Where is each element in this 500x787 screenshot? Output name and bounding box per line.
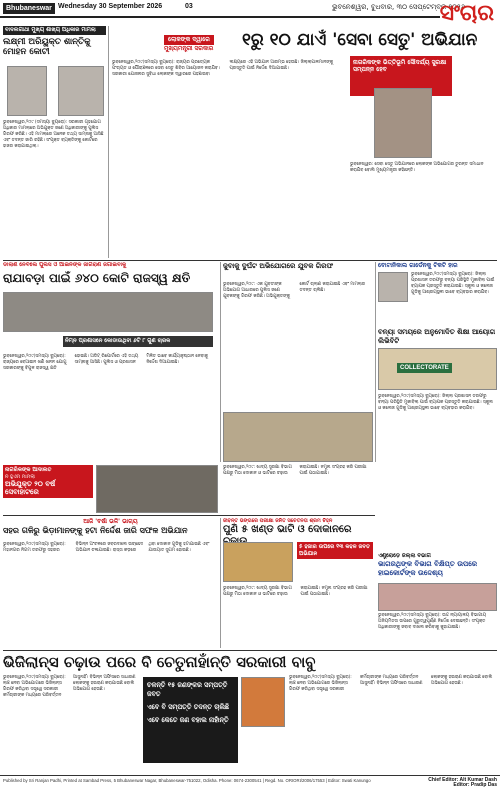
odia-date: ଭୁବନେଶ୍ୱର, ବୁଧବାର, ୩୦ ସେପ୍ଟେମ୍ବର ୨୦୨୬ <box>332 3 465 11</box>
highlight-item: ଏବେ କେତେ ଜଣ ବହାଲ ନାହାଁନ୍ତି <box>147 716 229 724</box>
story-kicker: ଜୀବନ୍ତ ଭଙ୍ଗରେ ପରୀକ୍ଷା ଜନିତ ସଚେତନତା ଶ୍ରମ ଚିହ୍ନ <box>223 518 333 524</box>
footer <box>0 775 500 787</box>
story-headline: ସହର ଗଳିରୁ ଭିଡ଼ାମାନଙ୍କୁ ହଟା ନିର୍ଦ୍ଦେଶ ଜାରି ସଫଳ ଅଭିଯାନ <box>3 526 188 535</box>
photo-crowd <box>96 465 218 513</box>
encroachment-story <box>3 518 218 648</box>
story-kicker: ଏଣ୍ଟ୍ରୋଡ଼େ ଜିଲ୍ଲା ବିଭାଗ <box>378 553 431 559</box>
column-rule <box>220 518 221 648</box>
lead-body: ଭୁବନେଶ୍ୱର,୨୯ା୯(ସମସ୍ୟା ବ୍ୟୁରୋ): ରାଜ୍ୟର ପ୍ରତ୍ୟେକ ପଂଚାୟତ ଓ ପୌରାଞ୍ଚଳରେ ସେବା ସେତୁ ଶିବିର ଆୟୋଜନ କରାଯିବ। ସରକାରୀ ଯୋଜନାର ସୁବିଧା ଲୋକଙ୍କ ଦ୍ୱାରରେ ପହଞ୍ଚାଇବା ଲକ୍ଷ୍ୟରେ ଏହି ଅଭିଯାନ ଆରମ୍ଭ ହେଉଛି। ଜିଲ୍ଲାପାଳମାନଙ୍କୁ ପ୍ରସ୍ତୁତି ପାଇଁ ନିର୍ଦ୍ଦେଶ ଦିଆଯାଇଛି। <box>112 60 334 77</box>
section-rule <box>3 650 497 651</box>
chief-editor: Chief Editor: Alt Kumar Dash <box>428 777 497 783</box>
photo-portrait <box>378 272 408 302</box>
column-rule <box>108 26 109 258</box>
story-headline: ବନ୍ୟା ସମୟରେ ଅନୁମୋଦିତ ଶିକ୍ଷା ଆୟୋଗ ଲିଭିବିଟି <box>378 328 496 345</box>
story-kicker: ଡାଲାଣ ନେବିଲେ ପୁଲିସ ଓ ଆଇନିଙ୍କ ଜାଗରାଣ ଜଗାଇବାକୁ <box>3 262 127 268</box>
story-body: ଭୁବନେଶ୍ୱର,୨୯ା୯(ସମସ୍ୟା ବ୍ୟୁରୋ): ରାଜ୍ୟରେ ବେଆଇନ ଖଣି ଖନନ ଯୋଗୁ ସରକାରଙ୍କୁ ବିପୁଳ ରାଜସ୍ୱ କ୍ଷତି ହୋଇଛି। ଅଡିଟ୍ ରିପୋର୍ଟରେ ଏହି ତଥ୍ୟ ସାମ୍ନାକୁ ଆସିଛି। ପୁଲିସ ଓ ପ୍ରଶାସନ ମିଳିତ ଭାବେ କାର୍ଯ୍ୟାନୁଷ୍ଠାନ ନେବାକୁ ନିର୍ଦ୍ଦେଶ ଦିଆଯାଇଛି। <box>3 354 208 371</box>
photo-official <box>241 677 285 727</box>
story-body: ଭୁବନେଶ୍ୱର,୨୯ା୯: ଏକ ଯୁବତୀଙ୍କ ଅଭିଯୋଗ ଆଧାରରେ ପୁଲିସ ଜଣେ ଯୁବକଙ୍କୁ ଗିରଫ କରିଛି। ଅଭିଯୁକ୍ତଙ୍କୁ କୋର୍ଟ ଚାଲାଣ କରାଯାଇଛି ଏବଂ ମାମଲାର ତଦନ୍ତ ଚାଲିଛି। <box>223 282 366 299</box>
section-rule <box>3 260 497 261</box>
lead-inset-body: ଭୁବନେଶ୍ୱର: ସେବା ସେତୁ ଅଭିଯାନରେ ଲୋକଙ୍କ ଅଭିଯୋଗର ତୁରନ୍ତ ସମାଧାନ କରାଯିବ ବୋଲି ମୁଖ୍ୟମନ୍ତ୍ରୀ କହିଛନ୍ତି। <box>350 162 484 173</box>
vigilance-story <box>3 653 497 773</box>
column-rule <box>220 262 221 462</box>
masthead <box>0 0 500 24</box>
imprint-line: Published by Sri Ranjan Padhi, Printed at Sambad Press, 5 Bhubaneswar Nagar, Bhubaneswar-751022, Odisha. Phone: 0674-2300541 | Regd. No. ORIORI/2006/17553 | Editor: Swati Kanungo <box>3 778 371 783</box>
editor-credits <box>428 778 497 787</box>
photo-sweets <box>223 542 293 582</box>
story-headline: ଅଭିଯୁକ୍ତ ୨୦ ବର୍ଷ ସେବାହାଟରେ <box>5 480 56 496</box>
story-headline: ରାଯାବଡ଼ା ପାଇଁ ୬୪୦ କୋଟି ରାଜସ୍ୱ କ୍ଷତି <box>3 271 191 285</box>
highlight-item: ଏବେ ବି ସମ୍ପତ୍ତି ତଦନ୍ତ ଚାଲିଛି <box>147 703 230 711</box>
story-tag: ନାଗରିକଙ୍କ ଆଦାଲତ <box>5 467 52 473</box>
story-body-2: ଭୁବନେଶ୍ୱର,୨୯ା୯(ସମସ୍ୟା ବ୍ୟୁରୋ): ଲାଞ୍ଚ ନେବା ଅଭିଯୋଗରେ ଭିଜିଲାନ୍ସ ଗିରଫ କରିଥିବା ସତ୍ତ୍ୱେ ସରକାରୀ କର୍ମଚାରୀଙ୍କ ମଧ୍ୟରେ ପରିବର୍ତ୍ତନ ଆସୁନାହିଁ। ବିଭିନ୍ନ ଅଫିସରେ ସାଧାରଣ ଲୋକଙ୍କୁ ହଇରାଣ କରାଯାଉଛି ବୋଲି ଅଭିଯୋଗ ହେଉଛି। <box>289 675 493 692</box>
story-headline: ଭାଗରଥିଙ୍କ ବିଭାଗ ବିକ୍ଷିପ୍ତ ଉପରେ ହାଇକୋର୍ଟଙ୍କ ଉଦ୍ଦେଶ୍ୟ <box>378 560 478 577</box>
edition-date: Wednesday 30 September 2026 <box>58 3 163 10</box>
column-rule <box>375 262 376 462</box>
story-body: ଭୁବନେଶ୍ୱର,୨୯ା୯ (ସମସ୍ୟା ବ୍ୟୁରୋ): ସରକାରୀ ଗୃହଯୋଗ ଅଧିକାର ମାମଲାରେ ଅଭିଯୁକ୍ତ ଜଣେ ଅଧିକାରୀଙ୍କୁ ପୁଲିସ ଗିରଫ କରିଛି। ଏହି ମାମଲାରେ ଅନେକ ତଥ୍ୟ ସାମ୍ନାକୁ ଆସିଛି ଏବଂ ତଦନ୍ତ ଜାରି ରହିଛି। ସଂପୃକ୍ତ ବ୍ୟକ୍ତିଙ୍କୁ କୋର୍ଟରେ ହାଜର କରାଯାଇଥିଲା। <box>3 120 104 149</box>
poster-text: COLLECTORATE <box>397 363 452 373</box>
story-body-2: ଭୁବନେଶ୍ୱର,୨୯ା୯(ସମସ୍ୟା ବ୍ୟୁରୋ): ଜିଲ୍ଲା ପ୍ରଶାସନ ତରଫରୁ ବନ୍ୟା ପରିସ୍ଥିତି ମୁକାବିଲା ପାଇଁ ବ୍ୟାପକ ପ୍ରସ୍ତୁତି କରାଯାଇଛି। ସ୍କୁଲ ଓ କଲେଜ ଗୁଡିକୁ ଆଶ୍ରୟସ୍ଥଳୀ ଭାବେ ବ୍ୟବହାର କରାଯିବ। <box>378 394 493 411</box>
highlights-box <box>143 677 238 763</box>
story-body: ଭୁବନେଶ୍ୱର,୨୯ା୯(ସମସ୍ୟା ବ୍ୟୁରୋ): ଉଚ୍ଚ ନ୍ୟାୟାଳୟ ବିଭାଗୀୟ ଅନିୟମିତତା ଉପରେ ଗୁରୁତ୍ୱପୂର୍ଣ୍ଣ ନିର୍ଦ୍ଦେଶ ଦେଇଛନ୍ତି। ସଂପୃକ୍ତ ଅଧିକାରୀଙ୍କୁ ଜବାବ ଦାଖଲ କରିବାକୁ କୁହାଯାଇଛି। <box>378 613 487 630</box>
story-body-2: ଭୁବନେଶ୍ୱର,୨୯ା୯: ଖାଦ୍ୟ ସୁରକ୍ଷା ବିଭାଗ ପକ୍ଷରୁ ମିଠା ଦୋକାନ ଓ ଭାଟିରେ ଚଢ଼ାଉ କରାଯାଇଛି। ନମୁନା ସଂଗ୍ରହ କରି ପରୀକ୍ଷା ପାଇଁ ପଠାଯାଇଛି। <box>223 586 368 597</box>
editor-name: Editor: Pradip Das <box>453 782 497 787</box>
photo-person <box>58 66 104 116</box>
story-tag: ଲୋକଙ୍କ ଦ୍ୱାରେ <box>164 35 214 45</box>
story-body: ଭୁବନେଶ୍ୱର,୨୯ା୯(ସମସ୍ୟା ବ୍ୟୁରୋ): ଲାଞ୍ଚ ନେବା ଅଭିଯୋଗରେ ଭିଜିଲାନ୍ସ ଗିରଫ କରିଥିବା ସତ୍ତ୍ୱେ ସରକାରୀ କର୍ମଚାରୀଙ୍କ ମଧ୍ୟରେ ପରିବର୍ତ୍ତନ ଆସୁନାହିଁ। ବିଭିନ୍ନ ଅଫିସରେ ସାଧାରଣ ଲୋକଙ୍କୁ ହଇରାଣ କରାଯାଉଛି ବୋଲି ଅଭିଯୋଗ ହେଉଛି। <box>3 675 136 698</box>
revenue-story <box>3 262 218 462</box>
story-headline: ଭିଜିଲାନ୍ସ ଚଢ଼ାଉ ପରେ ବି ଚେତୁନାହାଁନ୍ତି ସରକାରୀ ବାବୁ <box>3 653 316 671</box>
arrest-story <box>223 262 373 410</box>
story-headline: ଜୁବାକୁ ଦୁର୍ଘଟ ଅଭିଯୋଗରେ ଯୁବକ ଗିରଫ <box>223 262 334 270</box>
section-rule <box>3 515 375 516</box>
photo-market <box>223 412 373 462</box>
story-subhead: ନିମ୍ନ ପ୍ରଶାସନେ କୋଡାଉଥିବା ୬ଟି ୮ ଗୁଣ ଚାରକ <box>63 336 213 347</box>
raid-story <box>223 518 375 648</box>
photo-building <box>378 583 497 611</box>
header-rule <box>0 16 440 18</box>
story-headline: ଲକ୍ଷ୍ମୀ ଅରିୟୁକ୍ତ ଶାନ୍ତିକୁ ମୋହନ କୋଟୀ <box>3 37 91 57</box>
newspaper-logo: ସଂଚାର <box>439 0 494 26</box>
court-story <box>3 465 93 513</box>
photo-person <box>7 66 47 116</box>
photo-collectorate <box>378 348 497 390</box>
left-top-story <box>3 26 106 258</box>
lead-headline: ୧ରୁ ୧୦ ଯାଏଁ 'ସେବା ସେତୁ' ଅଭିଯାନ <box>242 30 478 50</box>
story-headline: ପୁଣି ୫ ଖଣ୍ଡ ଭାଟି ଓ ଦୋକାନରେ <box>223 524 352 535</box>
story-subtag: ନ ହୁଏମ ମାମଲା <box>5 474 35 480</box>
story-body: ଭୁବନେଶ୍ୱର,୨୯ା୯(ସମସ୍ୟା ବ୍ୟୁରୋ): ମହାନଗର ନିଗମ ତରଫରୁ ସହରର ବିଭିନ୍ନ ଅଂଚଳରେ ଜବରଦଖଲ ଉଚ୍ଛେଦ ଅଭିଯାନ ଚଳାଯାଇଛି। ରାସ୍ତା କଡ଼ରେ ଥିବା ଦୋକାନ ଗୁଡିକୁ ହଟାଯାଇଛି ଏବଂ ଯାତାୟାତ ସୁଗମ ହୋଇଛି। <box>3 542 210 553</box>
highlight-item: ଚଳନ୍ତି ୧୫ ଜଣଙ୍କର ସମ୍ପତ୍ତି ଜବତ <box>147 681 228 698</box>
page-number: 03 <box>185 3 193 10</box>
story-subtag: ମୁଖ୍ୟମନ୍ତ୍ରୀ ସରକାର <box>164 45 214 52</box>
shop-photo-story <box>223 412 373 512</box>
lead-inset-title: ନାଗରିକଙ୍କ ଭିତ୍ତିଭୂମି ସୌଦର୍ଯ୍ୟ ସୁରକ୍ଷା ସମ୍ପନ୍ନ ହେବ <box>350 56 452 96</box>
story-kicker: ବାଦଲଗାଥା ମୁଖ୍ୟ ଶାଖ୍ୟ ଅଧିକାର ମାମଲା <box>3 26 106 35</box>
story-body: ଭୁବନେଶ୍ୱର,୨୯ା୯: ଖାଦ୍ୟ ସୁରକ୍ଷା ବିଭାଗ ପକ୍ଷରୁ ମିଠା ଦୋକାନ ଓ ଭାଟିରେ ଚଢ଼ାଉ କରାଯାଇଛି। ନମୁନା ସଂଗ୍ରହ କରି ପରୀକ୍ଷା ପାଇଁ ପଠାଯାଇଛି। <box>223 465 367 476</box>
story-body: ଭୁବନେଶ୍ୱର,୨୯ା୯(ସମସ୍ୟା ବ୍ୟୁରୋ): ଜିଲ୍ଲା ପ୍ରଶାସନ ତରଫରୁ ବନ୍ୟା ପରିସ୍ଥିତି ମୁକାବିଲା ପାଇଁ ବ୍ୟାପକ ପ୍ରସ୍ତୁତି କରାଯାଇଛି। ସ୍କୁଲ ଓ କଲେଜ ଗୁଡିକୁ ଆଶ୍ରୟସ୍ଥଳୀ ଭାବେ ବ୍ୟବହାର କରାଯିବ। <box>411 272 495 295</box>
story-kicker: ବୋଟାନିକାଲ ଗାର୍ଡେନକୁ ଟିକଟି ହାର <box>378 262 458 269</box>
highcourt-story <box>378 553 497 648</box>
story-kicker: ଆଜି 'ବର୍ଷା ଭଳି' ଭାଗ୍ୟ <box>83 518 138 525</box>
photo-minister <box>374 88 432 158</box>
flood-story <box>378 262 497 550</box>
photo-meeting <box>3 292 213 332</box>
lead-story <box>112 26 497 258</box>
edition-city: Bhubaneswar <box>3 3 55 14</box>
story-subhead: ୫ ହଜାର ଉପରେ ୧୩ କହଳ ଜବତ ଅଭିଯାନ <box>297 542 373 559</box>
